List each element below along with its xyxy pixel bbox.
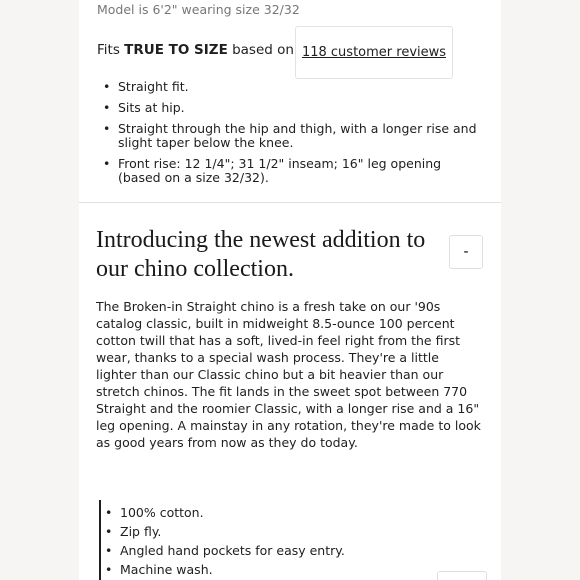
customer-reviews-link[interactable]: 118 customer reviews bbox=[295, 26, 453, 79]
fit-emphasis: TRUE TO SIZE bbox=[124, 42, 228, 58]
list-item: • Angled hand pockets for easy entry. bbox=[105, 544, 345, 558]
fit-prefix: Fits bbox=[97, 42, 125, 58]
product-details-panel bbox=[79, 0, 501, 580]
product-description: The Broken-in Straight chino is a fresh take on our '90s catalog classic, built in midweight 8.5-ounce 100 percent cotton twill that has a soft, lived-in feel right from the first wear, thanks to a special wash process. They're a little lighter than our Classic chino but a bit heavier than our stretch chinos. The fit lands in the sweet spot between 770 Straight and the roomier Classic, with a longer rise and a 16" leg opening. A mainstay in any rotation, they're made to look as good years from now as they do today. bbox=[96, 299, 481, 450]
list-item: • Machine wash. bbox=[105, 563, 345, 577]
section-divider bbox=[79, 202, 501, 203]
list-item: • Sits at hip. bbox=[103, 101, 483, 115]
fit-details-list bbox=[103, 80, 483, 192]
list-item: • Straight through the hip and thigh, with a longer rise and slight taper below the knee. bbox=[103, 122, 483, 150]
fit-suffix: based on bbox=[227, 42, 294, 58]
features-list bbox=[105, 506, 345, 580]
list-item: • 100% cotton. bbox=[105, 506, 345, 520]
list-item: • Zip fly. bbox=[105, 525, 345, 539]
model-size-note: Model is 6'2" wearing size 32/32 bbox=[97, 2, 300, 17]
list-item: • Front rise: 12 1/4"; 31 1/2" inseam; 16" leg opening (based on a size 32/32). bbox=[103, 157, 483, 185]
intro-heading: Introducing the newest addition to our chino collection. bbox=[96, 227, 426, 282]
collapse-button[interactable]: - bbox=[449, 235, 483, 269]
expand-button[interactable] bbox=[437, 571, 487, 580]
list-item: • Straight fit. bbox=[103, 80, 483, 94]
fit-summary bbox=[97, 42, 294, 58]
